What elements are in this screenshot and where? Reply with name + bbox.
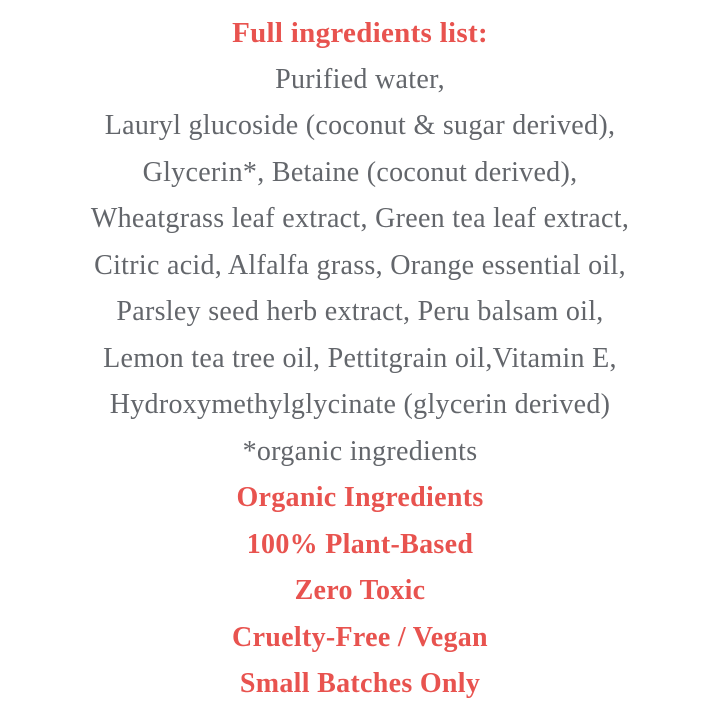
ingredient-line: Parsley seed herb extract, Peru balsam oil, <box>116 296 604 327</box>
ingredient-line: Wheatgrass leaf extract, Green tea leaf extract, <box>90 203 630 234</box>
ingredient-line: Lauryl glucoside (coconut & sugar derived), <box>104 110 616 141</box>
ingredients-title: Full ingredients list: <box>232 17 488 49</box>
highlight-cruelty-free-vegan: Cruelty-Free / Vegan <box>232 621 488 653</box>
highlight-small-batches: Small Batches Only <box>239 668 481 699</box>
ingredient-line: Lemon tea tree oil, Pettitgrain oil,Vitamin E, <box>103 342 617 374</box>
ingredient-line: Citric acid, Alfalfa grass, Orange essential oil, <box>94 249 626 281</box>
ingredient-line: Purified water, <box>275 63 445 95</box>
highlight-plant-based: 100% Plant-Based <box>246 528 474 560</box>
organic-footnote: *organic ingredients <box>242 435 478 467</box>
ingredient-line: Hydroxymethylglycinate (glycerin derived) <box>109 389 611 420</box>
highlight-zero-toxic: Zero Toxic <box>294 575 426 606</box>
ingredient-line: Glycerin*, Betaine (coconut derived), <box>142 156 578 188</box>
highlight-organic-ingredients: Organic Ingredients <box>236 482 484 513</box>
